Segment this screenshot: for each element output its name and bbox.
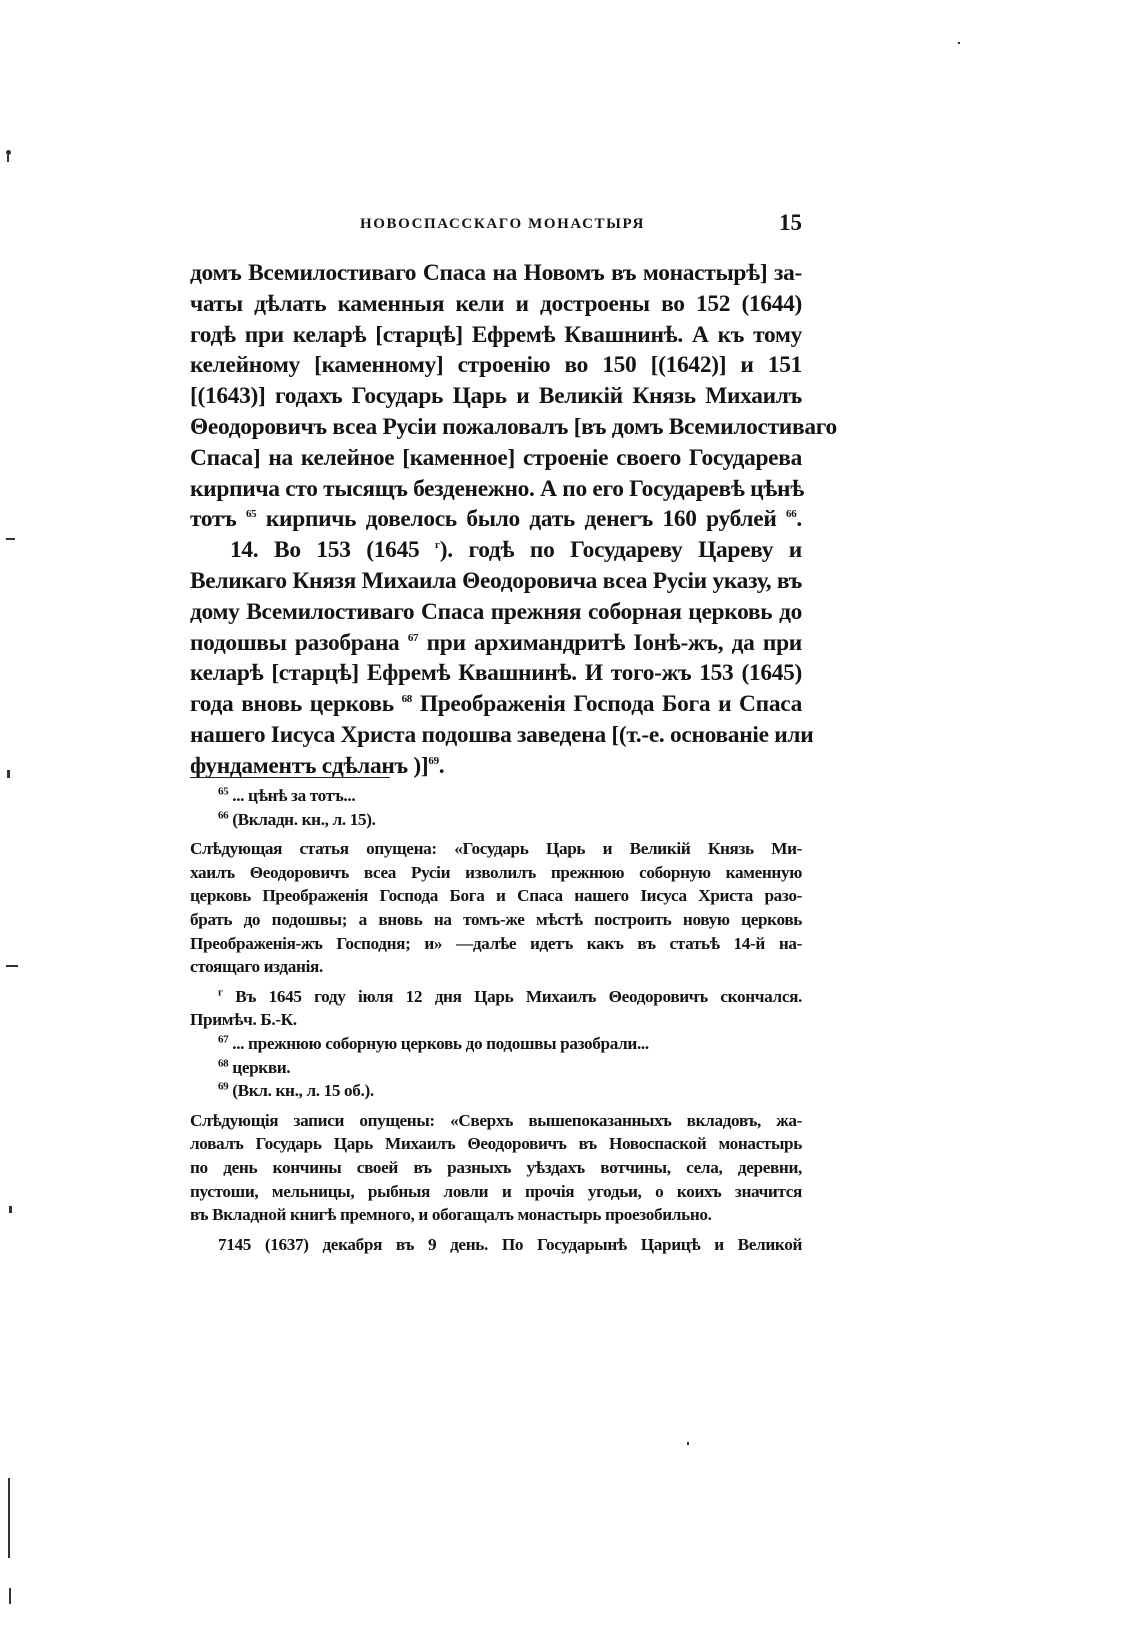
- paragraph-number: 14.: [230, 537, 259, 564]
- footnote-line: ловалъ Государь Царь Михаилъ Θеодоровичъ въ Новоспаской монастырь: [190, 1134, 802, 1154]
- paragraph-14-line: [190, 628, 802, 659]
- footnotes: [190, 784, 802, 1256]
- scan-speck: [7, 770, 10, 778]
- footnote-line: брать до подошвы; а вновь на томъ-же мѣстѣ построить новую церковь: [190, 909, 802, 929]
- body-text: подошвы разобрана: [190, 629, 400, 656]
- footnote-line: стоящаго изданія.: [190, 957, 323, 977]
- body-text: тотъ: [190, 506, 237, 533]
- footnote-ref-66: 66: [786, 508, 797, 521]
- body-line: годѣ при келарѣ [старцѣ] Ефремѣ Квашнинѣ. А къ тому: [190, 321, 802, 348]
- scan-speck: [8, 1478, 10, 1558]
- body-line: [(1643)] годахъ Государь Царь и Великій Князь Михаилъ: [190, 383, 802, 410]
- footnote-text: ... цѣнѣ за тотъ...: [232, 786, 356, 805]
- scan-speck: [9, 1588, 11, 1604]
- footnote-line: Примѣч. Б.-К.: [190, 1010, 297, 1030]
- body-text: ). годѣ по Государеву Цареву и: [439, 537, 802, 564]
- footnote-final-line: 7145 (1637) декабря въ 9 день. По Государынѣ Царицѣ и Великой: [218, 1234, 802, 1254]
- scan-speck: [6, 538, 15, 540]
- footnote-line: [190, 985, 802, 1009]
- footnote-ref-g: г: [435, 539, 440, 552]
- footnote-line: Преображенія-жъ Господня; и» —далѣе идетъ какъ въ статьѣ 14-й на-: [190, 933, 802, 953]
- footnote-g: [190, 985, 802, 1032]
- body-text: .: [438, 752, 445, 779]
- footnote-mark: 65: [218, 785, 229, 798]
- scan-speck: [9, 1206, 12, 1213]
- omitted-records-note: [190, 1109, 802, 1227]
- footnote-mark: 69: [218, 1080, 229, 1093]
- footnote-mark: 67: [218, 1033, 229, 1046]
- footnote-mark: г: [218, 986, 223, 999]
- footnote-text: церкви.: [232, 1057, 291, 1077]
- scan-speck: [687, 1442, 689, 1445]
- footnote-text: (Вкл. кн., л. 15 об.).: [232, 1081, 374, 1101]
- footnote-67: [190, 1032, 802, 1056]
- footnote-mark: 68: [218, 1056, 229, 1069]
- scan-speck: [7, 155, 9, 162]
- footnote-text: ... прежнюю соборную церковь до подошвы разобрали...: [232, 1033, 649, 1053]
- footnote-line: пустоши, мельницы, рыбныя ловли и прочія угодьи, о коихъ значится: [190, 1181, 802, 1201]
- body-text: Во 153 (1645: [274, 537, 420, 564]
- footnote-ref-69: 69: [428, 754, 439, 767]
- footnote-line: хаилъ Θеодоровичъ всеа Русіи изволилъ прежнюю соборную каменную: [190, 862, 802, 882]
- main-text: [190, 258, 837, 782]
- body-text: при архимандритѣ Іонѣ-жъ, да при: [426, 629, 802, 656]
- footnote-65: [190, 784, 802, 808]
- body-line: Спаса] на келейное [каменное] строеніе своего Государева: [190, 444, 802, 471]
- footnote-66: [190, 808, 802, 832]
- body-text: кирпичь довелось было дать денегъ 160 рублей: [265, 506, 777, 533]
- body-text: года вновь церковь: [190, 691, 394, 718]
- footnote-line: по день кончины своей въ разныхъ уѣздахъ вотчины, села, деревни,: [190, 1157, 802, 1177]
- omitted-article-note: [190, 837, 802, 979]
- footnote-line: Слѣдующая статья опущена: «Государь Царь и Великій Князь Ми-: [190, 839, 802, 859]
- scan-speck: [958, 42, 960, 44]
- footnote-text: Въ 1645 году іюля 12 дня Царь Михаилъ Θеодоровичъ скончался.: [235, 986, 802, 1006]
- footnote-ref-67: 67: [407, 631, 419, 644]
- paragraph-14-line: дому Всемилостиваго Спаса прежняя соборная церковь до: [190, 598, 802, 625]
- page-number: 15: [779, 210, 802, 235]
- footnote-rule: [190, 777, 390, 778]
- paragraph-14-line: [190, 689, 802, 720]
- body-line: кирпича сто тысящъ безденежно. А по его Государевѣ цѣнѣ: [190, 475, 804, 502]
- footnote-line: Слѣдующія записи опущены: «Сверхъ вышепоказанныхъ вкладовъ, жа-: [190, 1110, 802, 1130]
- paragraph-14-line: нашего Іисуса Христа подошва заведена [(т.-е. основаніе или: [190, 721, 814, 748]
- body-line: келейному [каменному] строенію во 150 [(1642)] и 151: [190, 352, 802, 379]
- footnote-text: (Вкладн. кн., л. 15).: [232, 809, 376, 829]
- running-head: [190, 210, 802, 241]
- footnote-ref-68: 68: [401, 693, 412, 706]
- scan-speck: [6, 965, 18, 967]
- body-line: домъ Всемилостиваго Спаса на Новомъ въ монастырѣ] за-: [190, 260, 802, 286]
- running-title: НОВОСПАССКАГО МОНАСТЫРЯ: [360, 216, 645, 232]
- paragraph-14-line: келарѣ [старцѣ] Ефремѣ Квашнинѣ. И того-жъ 153 (1645): [190, 660, 802, 687]
- footnote-line: въ Вкладной книгѣ премного, и обогащалъ монастырь проезобильно.: [190, 1205, 712, 1225]
- body-text: .: [796, 506, 802, 533]
- footnote-69: [190, 1079, 802, 1103]
- body-line: Θеодоровичъ всеа Русіи пожаловалъ [въ домъ Всемилостиваго: [190, 413, 837, 440]
- body-line: чаты дѣлать каменныя кели и достроены во 152 (1644): [190, 290, 802, 317]
- footnote-68: [190, 1056, 802, 1080]
- footnote-mark: 66: [218, 808, 229, 821]
- body-line: [190, 504, 802, 535]
- footnote-ref-65: 65: [245, 508, 257, 521]
- body-text: фундаментъ сдѣланъ )]: [190, 752, 429, 779]
- paragraph-14-line: [190, 535, 802, 566]
- footnote-line: церковь Преображенія Господа Бога и Спаса нашего Іисуса Христа разо-: [190, 886, 802, 906]
- paragraph-14-line: Великаго Князя Михаила Θеодоровича всеа Русіи указу, въ: [190, 567, 802, 594]
- body-text: Преображенія Господа Бога и Спаса: [419, 691, 802, 718]
